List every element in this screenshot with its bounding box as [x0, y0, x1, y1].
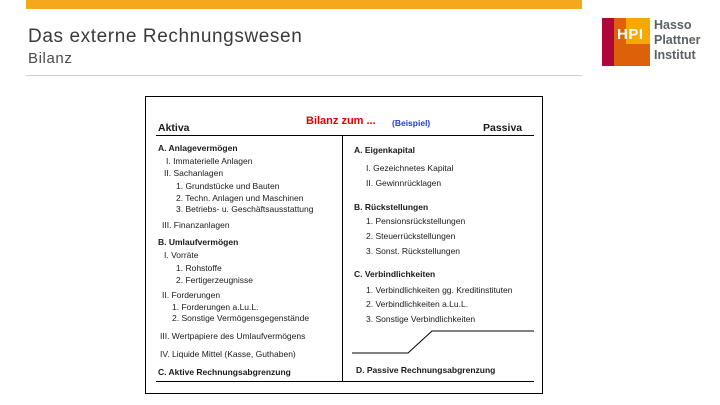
aktiva-a: A. Anlagevermögen [158, 143, 238, 153]
aktiva-b: B. Umlaufvermögen [158, 237, 239, 247]
aktiva-b4: IV. Liquide Mittel (Kasse, Guthaben) [160, 349, 296, 359]
hpi-logo [602, 18, 714, 68]
passiva-closing-step-line [352, 329, 536, 355]
passiva-a2: II. Gewinnrücklagen [366, 178, 442, 188]
aktiva-a3: III. Finanzanlagen [162, 220, 230, 230]
aktiva-b2-1: 1. Forderungen a.Lu.L. [172, 302, 259, 312]
hpi-logo-abbr: HPI [617, 26, 644, 43]
passiva-c: C. Verbindlichkeiten [354, 269, 436, 279]
aktiva-heading: Aktiva [158, 122, 190, 134]
aktiva-a2-3: 3. Betriebs- u. Geschäftsausstattung [176, 204, 314, 214]
aktiva-b2: II. Forderungen [162, 290, 221, 300]
passiva-b3: 3. Sonst. Rückstellungen [366, 246, 461, 256]
page-subtitle: Bilanz [28, 50, 73, 67]
hpi-logo-mark [602, 18, 650, 66]
top-accent-bar [26, 0, 582, 9]
balance-sheet-figure [145, 96, 543, 394]
passiva-a: A. Eigenkapital [354, 145, 415, 155]
aktiva-a2-1: 1. Grundstücke und Bauten [176, 181, 280, 191]
passiva-c1: 1. Verbindlichkeiten gg. Kreditinstituten [366, 285, 513, 295]
balance-title: Bilanz zum ... [306, 115, 376, 127]
passiva-c3: 3. Sonstige Verbindlichkeiten [366, 314, 476, 324]
passiva-heading: Passiva [483, 122, 523, 134]
title-divider [26, 75, 582, 76]
page-title: Das externe Rechnungswesen [28, 26, 303, 47]
passiva-b1: 1. Pensionsrückstellungen [366, 216, 466, 226]
aktiva-b3: III. Wertpapiere des Umlaufvermögens [160, 331, 306, 341]
passiva-d: D. Passive Rechnungsabgrenzung [356, 365, 496, 375]
balance-note: (Beispiel) [392, 118, 431, 128]
header-divider [156, 135, 534, 136]
aktiva-b1: I. Vorräte [164, 250, 199, 260]
aktiva-b1-1: 1. Rohstoffe [176, 263, 222, 273]
passiva-c2: 2. Verbindlichkeiten a.Lu.L. [366, 299, 469, 309]
hpi-logo-wordmark: Hasso Plattner Institut [654, 18, 701, 62]
passiva-b: B. Rückstellungen [354, 202, 429, 212]
aktiva-a2-2: 2. Techn. Anlagen und Maschinen [176, 193, 304, 203]
passiva-b2: 2. Steuerrückstellungen [366, 231, 456, 241]
footer-divider [156, 381, 534, 382]
aktiva-a2: II. Sachanlagen [164, 168, 224, 178]
column-divider [342, 135, 343, 381]
aktiva-c: C. Aktive Rechnungsabgrenzung [158, 367, 291, 377]
aktiva-a1: I. Immaterielle Anlagen [166, 156, 253, 166]
passiva-a1: I. Gezeichnetes Kapital [366, 163, 454, 173]
aktiva-b1-2: 2. Fertigerzeugnisse [176, 275, 254, 285]
aktiva-b2-2: 2. Sonstige Vermögensgegenstände [172, 313, 310, 323]
